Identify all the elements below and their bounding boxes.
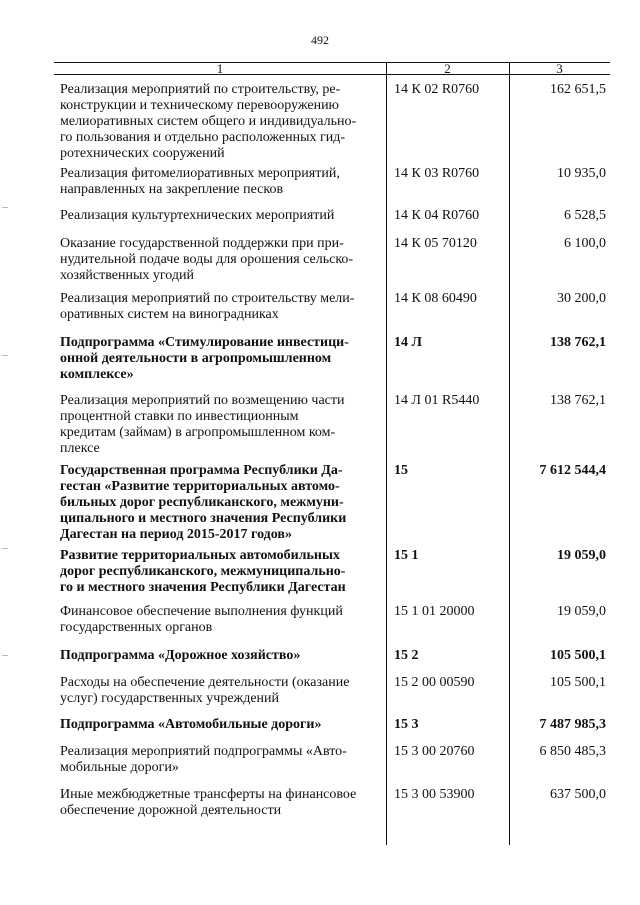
row-name: Оказание государственной поддержки при при- нудительной подаче воды для орошения сельско- хозяйственных угодий xyxy=(60,236,354,283)
row-code: 14 К 04 R0760 xyxy=(394,208,480,223)
row-code: 15 2 xyxy=(394,648,419,663)
row-sum: 162 651,5 xyxy=(550,82,606,97)
margin-mark xyxy=(2,207,8,208)
row-sum: 105 500,1 xyxy=(550,675,606,690)
row-sum: 6 528,5 xyxy=(564,208,606,223)
row-name: Государственная программа Республики Да- гестан «Развитие территориальных автомо- бильных дорог республиканского, межмуни- ципального и местного значения Республики Дагестан на период 2015-2017 годов» xyxy=(60,463,347,542)
row-name: Подпрограмма «Автомобильные дороги» xyxy=(60,717,322,732)
row-sum: 30 200,0 xyxy=(557,291,606,306)
header-col-2: 2 xyxy=(444,61,451,76)
row-name: Финансовое обеспечение выполнения функций государственных органов xyxy=(60,604,343,635)
row-sum: 19 059,0 xyxy=(557,548,606,563)
row-name: Подпрограмма «Стимулирование инвестици- онной деятельности в агропромышленном комплексе» xyxy=(60,335,349,382)
row-name: Реализация мероприятий по строительству мели- оративных систем на виноградниках xyxy=(60,291,355,322)
row-code: 14 К 08 60490 xyxy=(394,291,477,306)
row-code: 15 xyxy=(394,463,408,478)
row-code: 14 К 03 R0760 xyxy=(394,166,480,181)
row-sum: 7 487 985,3 xyxy=(539,717,606,732)
row-code: 14 Л xyxy=(394,335,422,350)
row-code: 15 3 00 53900 xyxy=(394,787,475,802)
row-sum: 637 500,0 xyxy=(550,787,606,802)
row-name: Реализация мероприятий по строительству, ре- конструкции и техническому перевооружению мелиоративных систем общего и индивидуально- го пользования и отдельно расположенных гид- ротехнических сооружений xyxy=(60,82,357,161)
row-name: Реализация фитомелиоративных мероприятий, направленных на закрепление песков xyxy=(60,166,340,197)
header-col-3: 3 xyxy=(556,61,563,76)
row-name: Развитие территориальных автомобильных дорог республиканского, межмуниципально- го и местного значения Республики Дагестан xyxy=(60,548,346,595)
budget-table xyxy=(54,62,610,845)
margin-mark xyxy=(2,355,8,356)
row-code: 15 1 01 20000 xyxy=(394,604,475,619)
margin-mark xyxy=(2,655,8,656)
margin-mark xyxy=(2,548,8,549)
row-code: 14 К 02 R0760 xyxy=(394,82,480,97)
row-name: Реализация мероприятий по возмещению части процентной ставки по инвестиционным кредитам (займам) в агропромышленном ком- плексе xyxy=(60,393,345,456)
row-sum: 138 762,1 xyxy=(550,393,606,408)
row-sum: 7 612 544,4 xyxy=(539,463,606,478)
row-sum: 138 762,1 xyxy=(550,335,606,350)
row-sum: 10 935,0 xyxy=(557,166,606,181)
row-code: 15 1 xyxy=(394,548,419,563)
row-sum: 19 059,0 xyxy=(557,604,606,619)
row-name: Реализация культуртехнических мероприятий xyxy=(60,208,335,223)
row-name: Расходы на обеспечение деятельности (оказание услуг) государственных учреждений xyxy=(60,675,350,706)
row-code: 15 2 00 00590 xyxy=(394,675,475,690)
row-sum: 6 100,0 xyxy=(564,236,606,251)
row-code: 14 Л 01 R5440 xyxy=(394,393,480,408)
row-sum: 105 500,1 xyxy=(550,648,606,663)
row-name: Иные межбюджетные трансферты на финансовое обеспечение дорожной деятельности xyxy=(60,787,357,818)
page-number: 492 xyxy=(311,33,329,47)
row-code: 15 3 00 20760 xyxy=(394,744,475,759)
row-code: 15 3 xyxy=(394,717,419,732)
header-col-1: 1 xyxy=(216,61,224,76)
column-divider-1 xyxy=(386,62,387,845)
row-code: 14 К 05 70120 xyxy=(394,236,477,251)
row-name: Подпрограмма «Дорожное хозяйство» xyxy=(60,648,301,663)
row-sum: 6 850 485,3 xyxy=(539,744,606,759)
row-name: Реализация мероприятий подпрограммы «Авто- мобильные дороги» xyxy=(60,744,347,775)
